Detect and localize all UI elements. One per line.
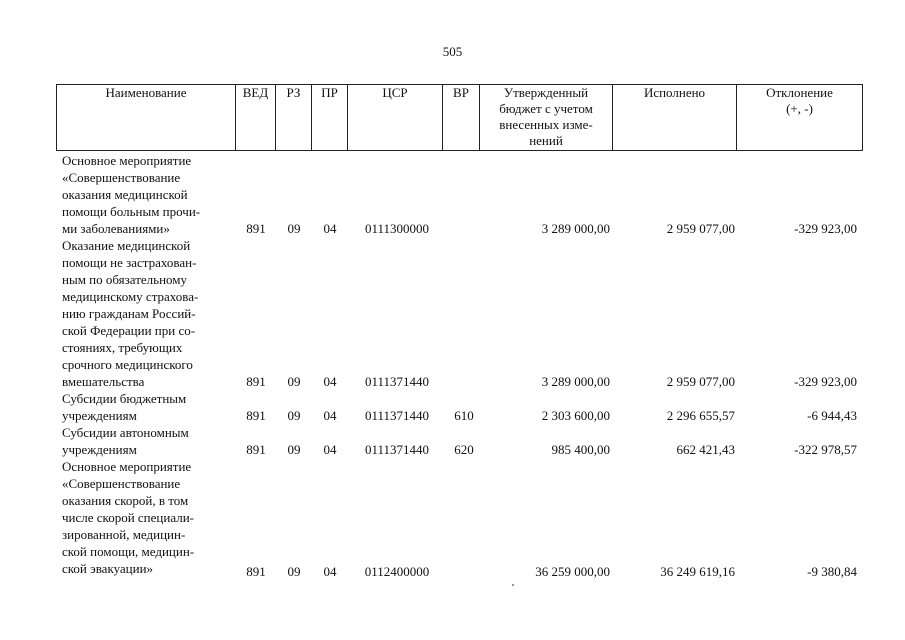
row-ved: 891	[246, 221, 266, 236]
row-pr: 04	[323, 408, 337, 423]
header-csr: ЦСР	[348, 85, 443, 151]
row-pr: 04	[323, 442, 337, 457]
header-name: Наименование	[57, 85, 236, 151]
row-executed: 36 249 619,16	[660, 564, 735, 579]
row-executed: 2 959 077,00	[666, 221, 735, 236]
row-deviation: -6 944,43	[807, 408, 857, 423]
row-budget: 985 400,00	[551, 442, 610, 457]
header-executed: Исполнено	[613, 85, 737, 151]
row-rz: 09	[287, 564, 301, 579]
row-vr: 610	[454, 408, 474, 423]
row-rz: 09	[287, 374, 301, 389]
row-budget: 3 289 000,00	[541, 221, 610, 236]
row-pr: 04	[323, 221, 337, 236]
row-csr: 0111371440	[364, 442, 430, 457]
row-ved: 891	[246, 408, 266, 423]
row-deviation: -329 923,00	[794, 374, 857, 389]
row-deviation: -322 978,57	[794, 442, 857, 457]
row-name: Основное мероприятие «Совершенствование оказания скорой, в том числе скорой специали- зированной, медицин- ской помощи, медицин- ской эвакуации»	[62, 459, 195, 576]
row-csr: 0112400000	[364, 564, 430, 579]
row-csr: 0111300000	[364, 221, 430, 236]
row-deviation: -329 923,00	[794, 221, 857, 236]
row-name: Основное мероприятие «Совершенствование оказания медицинской помощи больным прочи- ми заболеваниями»	[62, 153, 201, 236]
row-name: Субсидии бюджетным учреждениям	[62, 391, 187, 423]
row-executed: 2 959 077,00	[666, 374, 735, 389]
header-budget: Утвержденный бюджет с учетом внесенных изме-нений	[480, 85, 613, 151]
row-csr: 0111371440	[364, 374, 430, 389]
row-pr: 04	[323, 374, 337, 389]
scan-speck	[512, 584, 514, 586]
row-pr: 04	[323, 564, 337, 579]
header-rz: РЗ	[276, 85, 312, 151]
row-vr: 620	[454, 442, 474, 457]
header-ved: ВЕД	[236, 85, 276, 151]
page-number: 505	[442, 44, 463, 59]
row-csr: 0111371440	[364, 408, 430, 423]
row-rz: 09	[287, 442, 301, 457]
row-executed: 2 296 655,57	[666, 408, 735, 423]
row-ved: 891	[246, 374, 266, 389]
row-budget: 2 303 600,00	[541, 408, 610, 423]
row-deviation: -9 380,84	[807, 564, 857, 579]
header-vr: ВР	[443, 85, 480, 151]
row-ved: 891	[246, 564, 266, 579]
row-name: Субсидии автономным учреждениям	[62, 425, 189, 457]
row-ved: 891	[246, 442, 266, 457]
row-budget: 36 259 000,00	[535, 564, 610, 579]
row-rz: 09	[287, 408, 301, 423]
row-executed: 662 421,43	[676, 442, 735, 457]
row-rz: 09	[287, 221, 301, 236]
row-name: Оказание медицинской помощи не застрахован- ным по обязательному медицинскому страхова- нию гражданам Россий- ской Федерации при со- стояниях, требующих срочного медицинского вмешательства	[62, 238, 199, 389]
row-budget: 3 289 000,00	[541, 374, 610, 389]
header-deviation: Отклонение (+, -)	[737, 85, 863, 151]
header-pr: ПР	[312, 85, 348, 151]
